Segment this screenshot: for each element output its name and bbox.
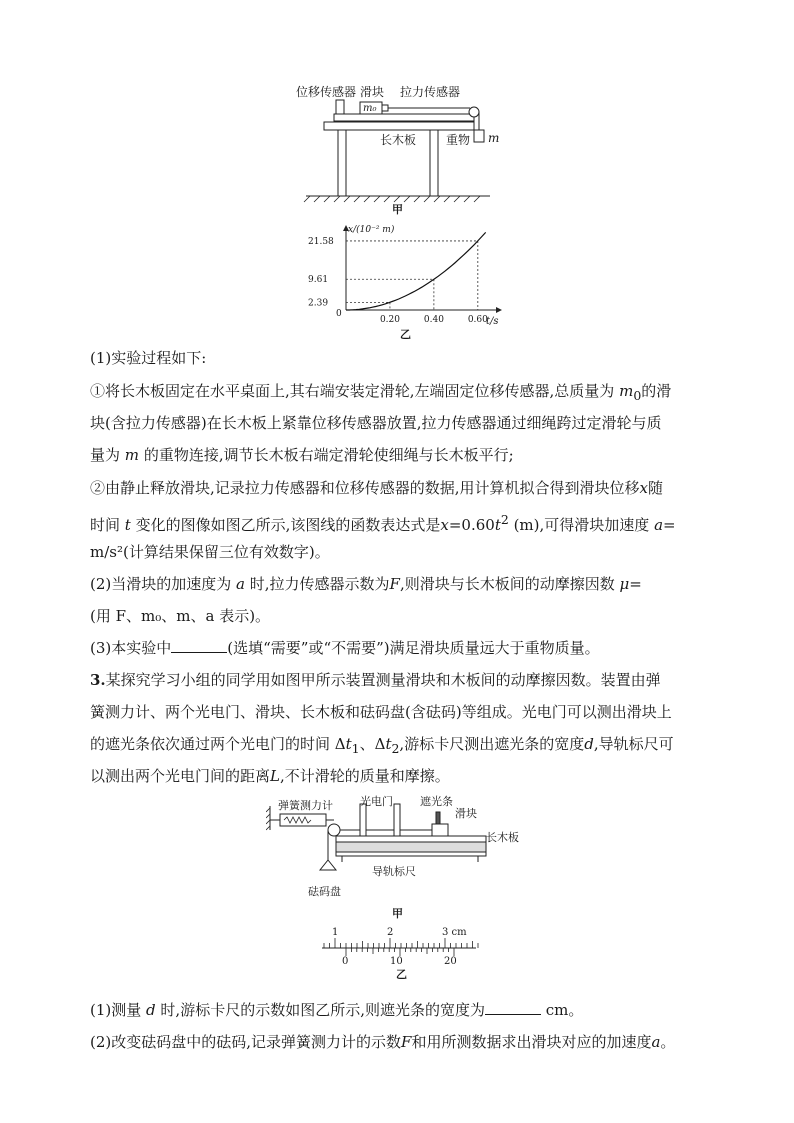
vernier-caliper bbox=[316, 922, 486, 980]
q3-line-3 bbox=[90, 734, 710, 759]
var-t: t bbox=[345, 735, 352, 753]
var-a: a bbox=[236, 575, 245, 593]
var-d: d bbox=[584, 735, 594, 753]
text: ,不计滑轮的质量和摩擦。 bbox=[279, 767, 450, 785]
text: 量为 bbox=[90, 446, 121, 464]
text: 时,拉力传感器示数为 bbox=[249, 575, 390, 593]
answer-blank[interactable] bbox=[485, 1000, 541, 1015]
label-spring-scale: 弹簧测力计 bbox=[278, 799, 333, 812]
var-t: t bbox=[385, 735, 392, 753]
var-d: d bbox=[146, 1001, 156, 1019]
text: = bbox=[663, 516, 676, 534]
q2-line-4 bbox=[90, 445, 710, 465]
var-x: x bbox=[440, 516, 449, 534]
var-mu: μ bbox=[619, 575, 630, 593]
label-photogate: 光电门 bbox=[360, 795, 393, 808]
text: 的滑 bbox=[641, 382, 672, 400]
x-tick-label: 0.60 bbox=[467, 315, 488, 325]
answer-blank[interactable] bbox=[171, 638, 227, 653]
q3-line-1 bbox=[90, 670, 710, 690]
label-slider: 滑块 bbox=[360, 85, 385, 99]
text: 以测出两个光电门间的距离 bbox=[90, 767, 271, 785]
figure-caption-yi-1: 乙 bbox=[400, 328, 411, 341]
vernier-label-10: 10 bbox=[390, 956, 403, 967]
label-weight: 重物 bbox=[446, 133, 471, 147]
q2-line-10 bbox=[90, 638, 710, 658]
text: 随 bbox=[648, 479, 664, 497]
y-tick-label: 2.39 bbox=[308, 298, 329, 309]
main-scale-label-3: 3 cm bbox=[442, 927, 467, 938]
q2-line-9 bbox=[90, 606, 710, 626]
subscript: 0 bbox=[633, 388, 642, 403]
text: 。 bbox=[660, 1033, 676, 1051]
text: 时,游标卡尺的示数如图乙所示,则遮光条的宽度为 bbox=[160, 1001, 485, 1019]
text: 变化的图像如图乙所示,该图线的函数表达式是 bbox=[135, 516, 441, 534]
text: m/s²(计算结果保留三位有效数字)。 bbox=[90, 543, 330, 561]
var-x: x bbox=[639, 479, 649, 497]
subscript: 2 bbox=[391, 741, 400, 756]
text: (2)改变砝码盘中的砝码,记录弹簧测力计的示数 bbox=[90, 1033, 402, 1051]
text: ②由静止释放滑块,记录拉力传感器和位移传感器的数据,用计算机拟合得到滑块位移 bbox=[90, 479, 640, 497]
label-displacement-sensor: 位移传感器 bbox=[296, 85, 357, 99]
text: 、Δ bbox=[359, 735, 386, 753]
text: ,导轨标尺可 bbox=[593, 735, 674, 753]
text: 某探究学习小组的同学用如图甲所示装置测量滑块和木板间的动摩擦因数。装置由弹 bbox=[105, 671, 661, 689]
label-board-2: 长木板 bbox=[486, 831, 519, 844]
text: ①将长木板固定在水平桌面上,其右端安装定滑轮,左端固定位移传感器,总质量为 bbox=[90, 382, 615, 400]
text: (选填“需要”或“不需要”)满足滑块质量远大于重物质量。 bbox=[227, 639, 600, 657]
vernier-label-20: 20 bbox=[444, 956, 457, 967]
q2-line-3 bbox=[90, 413, 710, 433]
y-tick-label: 9.61 bbox=[308, 275, 329, 286]
origin-label: 0 bbox=[336, 309, 342, 319]
figure-caption-jia-1: 甲 bbox=[392, 203, 403, 216]
subscript: 1 bbox=[351, 741, 360, 756]
figure-caption-yi-2: 乙 bbox=[396, 968, 407, 980]
q2-line-7 bbox=[90, 542, 710, 562]
q2-line-1 bbox=[90, 348, 710, 368]
text: 时间 bbox=[90, 516, 121, 534]
question-number: 3. bbox=[90, 671, 106, 689]
q3-sub-1 bbox=[90, 1000, 710, 1020]
text: (用 F、m₀、m、a 表示)。 bbox=[90, 607, 271, 625]
text: 簧测力计、两个光电门、滑块、长木板和砝码盘(含砝码)等组成。光电门可以测出滑块上 bbox=[90, 703, 672, 721]
var-L: L bbox=[270, 767, 280, 785]
text: ,则滑块与长木板间的动摩擦因数 bbox=[399, 575, 615, 593]
text: (2)当滑块的加速度为 bbox=[90, 575, 232, 593]
text: 和用所测数据求出滑块对应的加速度 bbox=[411, 1033, 652, 1051]
figure-caption-jia-2: 甲 bbox=[392, 907, 403, 920]
text: ,游标卡尺测出遮光条的宽度 bbox=[399, 735, 585, 753]
y-axis-label: x/(10⁻² m) bbox=[348, 225, 395, 235]
text: (m),可得滑块加速度 bbox=[508, 516, 650, 534]
xt-chart bbox=[296, 222, 516, 342]
text: 的遮光条依次通过两个光电门的时间 Δ bbox=[90, 735, 346, 753]
text: cm。 bbox=[545, 1001, 584, 1019]
var-a: a bbox=[654, 516, 664, 534]
q3-line-2 bbox=[90, 702, 710, 722]
q2-line-2 bbox=[90, 381, 710, 406]
label-shade: 遮光条 bbox=[420, 795, 453, 808]
q2-line-6 bbox=[90, 510, 710, 535]
x-tick-label: 0.20 bbox=[379, 315, 400, 325]
text: =0.60 bbox=[448, 516, 495, 534]
label-force-sensor: 拉力传感器 bbox=[400, 85, 461, 99]
label-pan: 砝码盘 bbox=[308, 885, 341, 898]
label-rail: 导轨标尺 bbox=[372, 865, 416, 878]
var-t: t bbox=[494, 516, 501, 534]
var-m: m bbox=[124, 446, 140, 464]
text: (1)实验过程如下: bbox=[90, 349, 207, 367]
label-m: m bbox=[488, 131, 500, 145]
x-tick-label: 0.40 bbox=[423, 315, 444, 325]
superscript: 2 bbox=[500, 512, 509, 527]
var-m: m bbox=[619, 382, 634, 400]
text: = bbox=[629, 575, 642, 593]
label-m0: m₀ bbox=[363, 103, 377, 114]
text: (1)测量 bbox=[90, 1001, 142, 1019]
x-axis-label: t/s bbox=[486, 316, 499, 327]
q2-line-8 bbox=[90, 574, 710, 594]
y-tick-label: 21.58 bbox=[308, 236, 334, 247]
vernier-label-0: 0 bbox=[342, 956, 349, 967]
main-scale-label-1: 1 bbox=[332, 927, 339, 938]
text: (3)本实验中 bbox=[90, 639, 172, 657]
q3-line-4 bbox=[90, 766, 710, 786]
main-scale-label-2: 2 bbox=[387, 927, 394, 938]
q3-sub-2 bbox=[90, 1032, 710, 1052]
var-F: F bbox=[389, 575, 400, 593]
label-board: 长木板 bbox=[380, 133, 417, 147]
series-curve bbox=[346, 232, 486, 310]
label-slider-2: 滑块 bbox=[455, 807, 477, 820]
text: 的重物连接,调节长木板右端定滑轮使细绳与长木板平行; bbox=[143, 446, 514, 464]
q2-line-5 bbox=[90, 478, 710, 498]
text: 块(含拉力传感器)在长木板上紧靠位移传感器放置,拉力传感器通过细绳跨过定滑轮与质 bbox=[90, 414, 662, 432]
var-t: t bbox=[124, 516, 131, 534]
var-F: F bbox=[401, 1033, 412, 1051]
var-a: a bbox=[651, 1033, 661, 1051]
